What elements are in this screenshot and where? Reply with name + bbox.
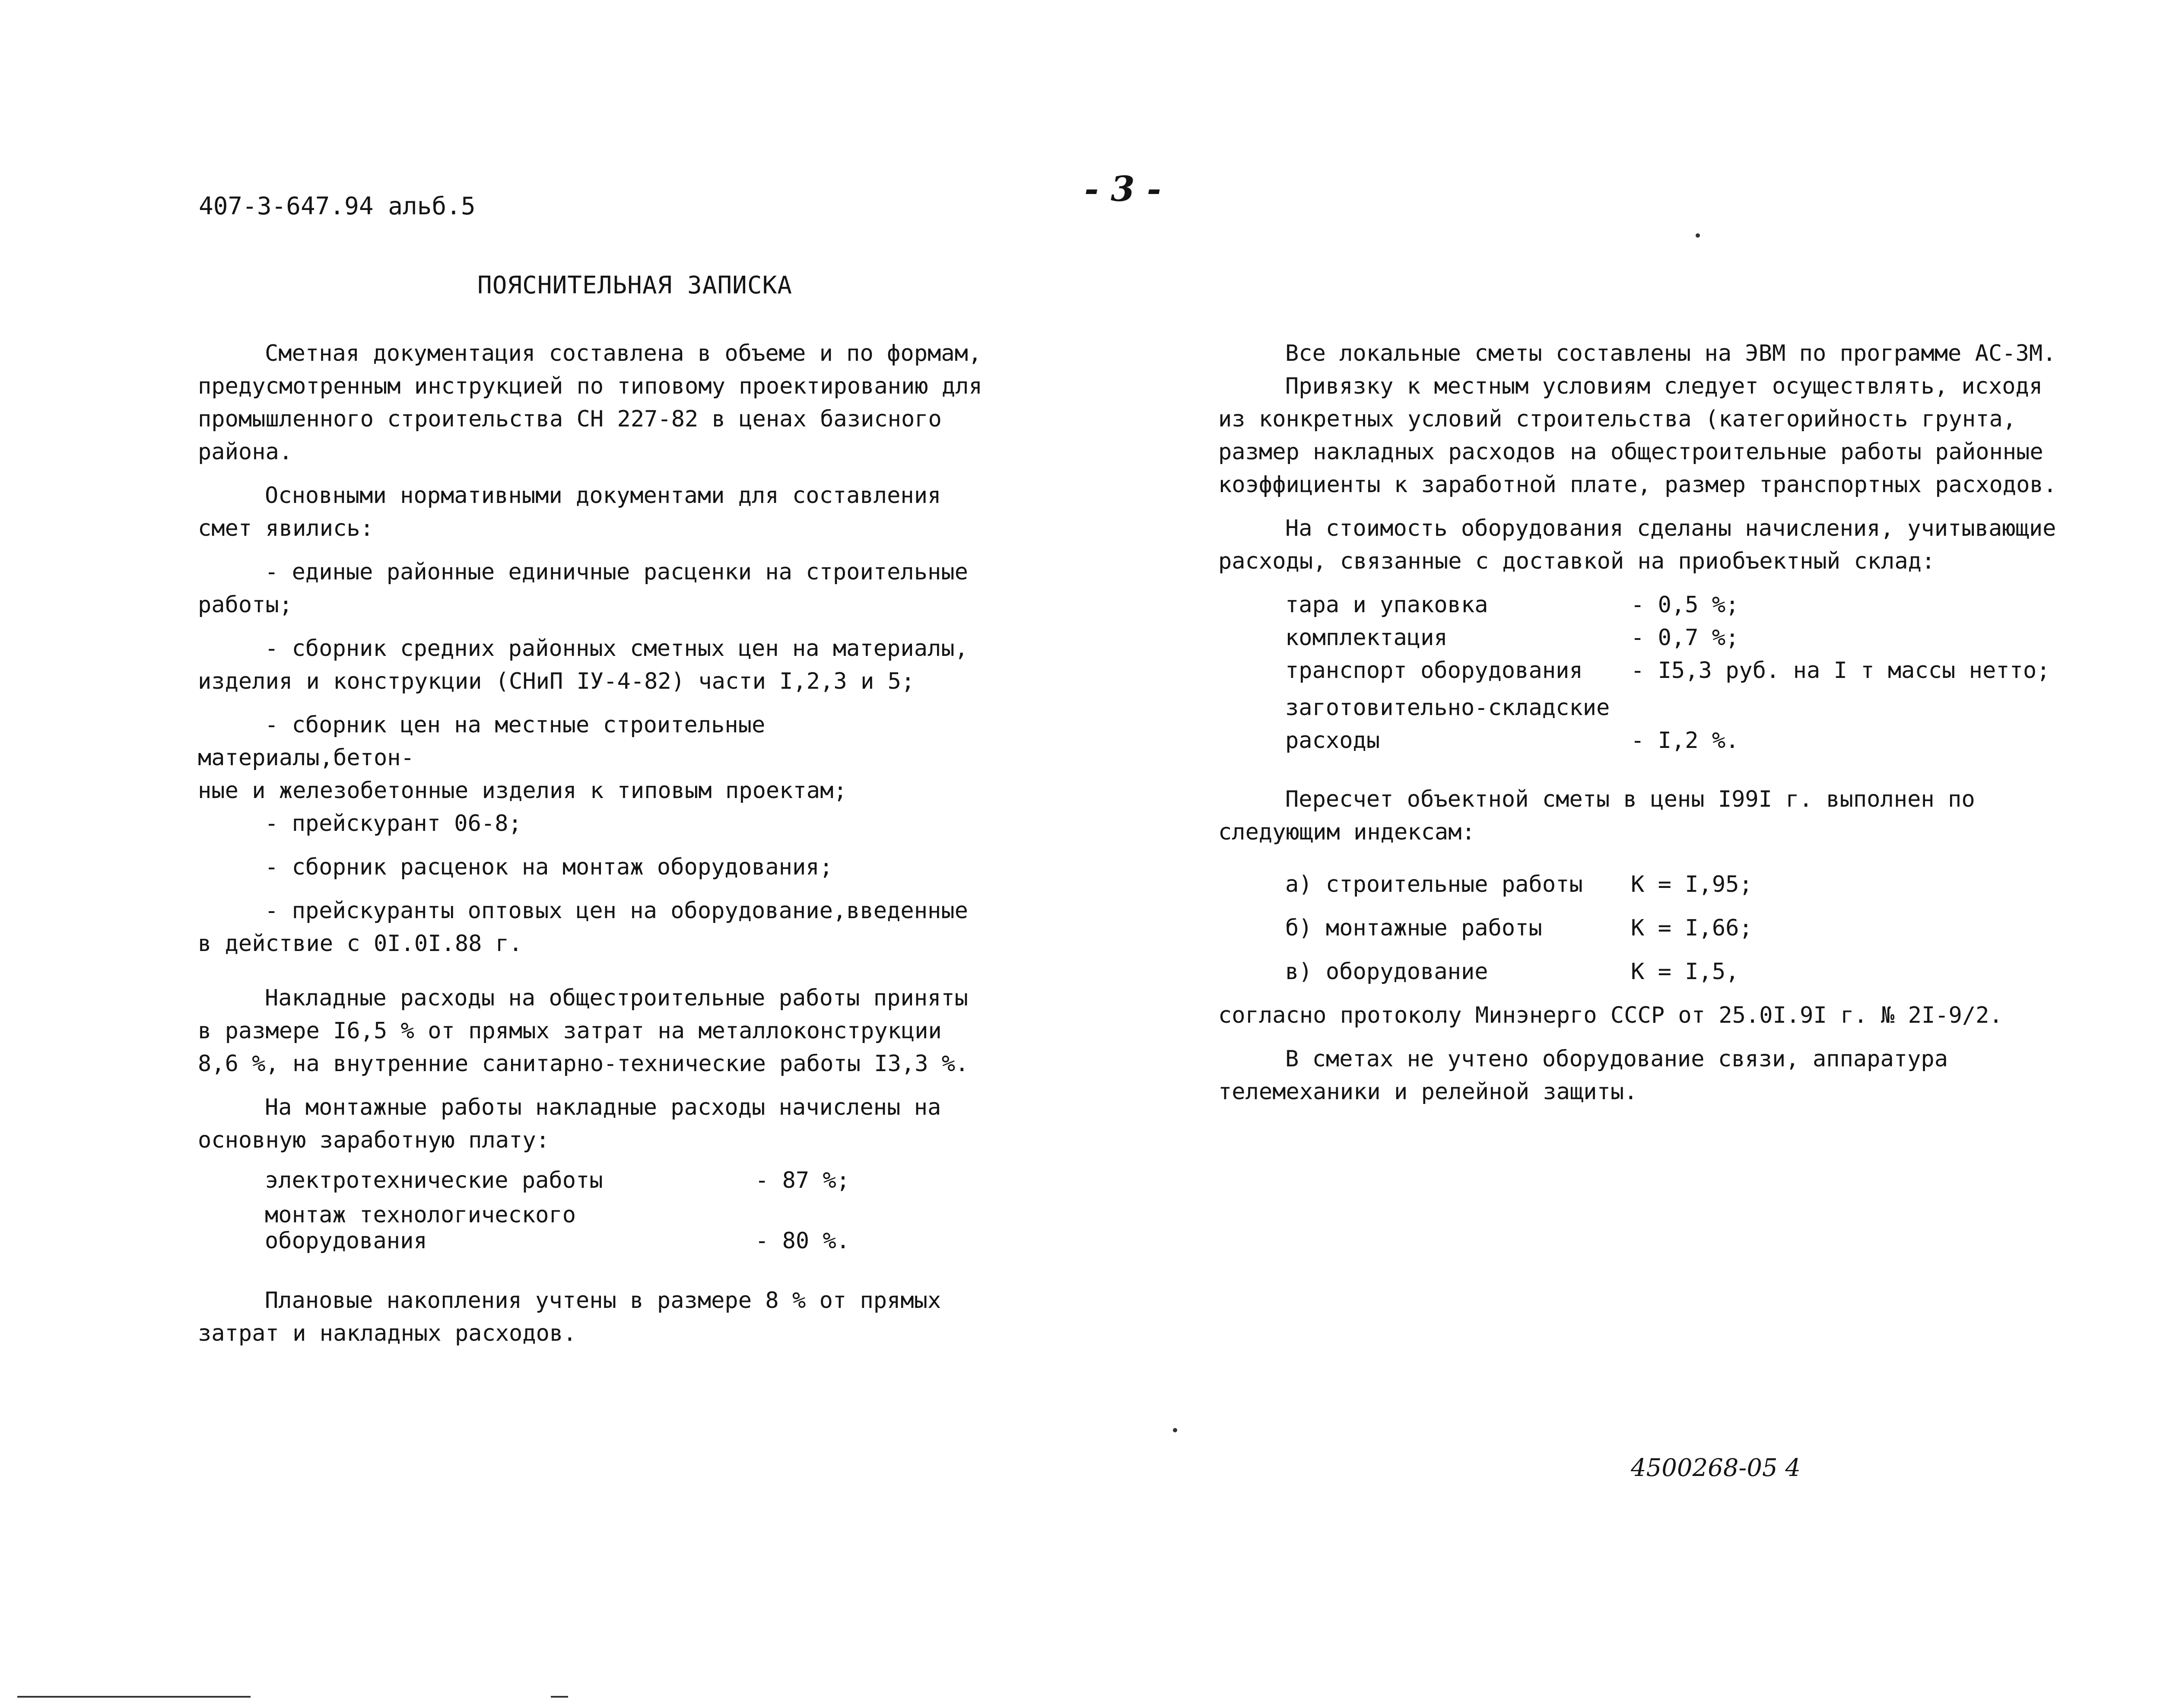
paragraph-mounting: На монтажные работы накладные расходы начислены на основную заработную плату: bbox=[198, 1094, 941, 1153]
list-item: - сборник цен на местные строительные материалы,бетон- ные и железобетонные изделия к типовым проектам; bbox=[198, 712, 847, 804]
paragraph-equipment: На стоимость оборудования сделаны начисления, учитывающие расходы, связанные с доставкой на приобъектный склад: bbox=[1218, 515, 2056, 574]
paragraph-protocol: согласно протоколу Минэнерго СССР от 25.0I.9I г. № 2I-9/2. bbox=[1218, 1002, 2003, 1028]
bottom-rule bbox=[17, 1696, 251, 1698]
rate-row bbox=[265, 1167, 988, 1193]
rate-value: - 87 %; bbox=[755, 1167, 850, 1193]
document-code: 407-3-647.94 альб.5 bbox=[199, 192, 476, 220]
paragraph-not-included: В сметах не учтено оборудование связи, аппаратура телемеханики и релейной защиты. bbox=[1218, 1046, 1948, 1105]
index-value: К = I,5, bbox=[1631, 959, 1739, 985]
equipment-value: - 0,5 %; bbox=[1631, 592, 1739, 618]
list-item: - единые районные единичные расценки на строительные работы; bbox=[198, 559, 968, 618]
equipment-value: - I5,3 руб. на I т массы нетто; bbox=[1631, 658, 2050, 684]
paragraph-recalc: Пересчет объектной сметы в цены I99I г. выполнен по следующим индексам: bbox=[1218, 786, 1975, 845]
right-column bbox=[1218, 337, 2069, 1119]
paragraph-savings: Плановые накопления учтены в размере 8 % от прямых затрат и накладных расходов. bbox=[198, 1288, 941, 1346]
index-row bbox=[1285, 868, 2069, 901]
scan-speck bbox=[1173, 1428, 1177, 1432]
paragraph-overhead: Накладные расходы на общестроительные работы приняты в размере I6,5 % от прямых затрат на металлоконструкции 8,6 %, на внутренние санитарно-технические работы I3,3 %. bbox=[198, 985, 969, 1077]
index-value: К = I,66; bbox=[1631, 915, 1753, 941]
archive-stamp: 4500268-05 4 bbox=[1631, 1454, 1801, 1482]
index-name: б) монтажные работы bbox=[1285, 915, 1542, 941]
scan-speck bbox=[1696, 233, 1700, 238]
equipment-row bbox=[1285, 588, 2069, 621]
index-name: а) строительные работы bbox=[1285, 871, 1583, 897]
rate-value: - 80 %. bbox=[755, 1228, 850, 1254]
equipment-name: заготовительно-складские расходы bbox=[1285, 695, 1610, 754]
paragraph-computer: Все локальные сметы составлены на ЭВМ по программе АС-3М. bbox=[1285, 340, 2056, 366]
equipment-row bbox=[1285, 691, 2069, 757]
equipment-row bbox=[1285, 621, 2069, 654]
page-number: - 3 - bbox=[1084, 169, 1161, 209]
equipment-name: тара и упаковка bbox=[1285, 592, 1488, 618]
equipment-value: - 0,7 %; bbox=[1631, 625, 1739, 651]
rate-name: монтаж технологического оборудования bbox=[265, 1202, 576, 1254]
index-name: в) оборудование bbox=[1285, 959, 1488, 985]
list-item: - прейскурант 06-8; bbox=[265, 811, 522, 837]
equipment-row bbox=[1285, 654, 2069, 687]
rate-name: электротехнические работы bbox=[265, 1167, 603, 1193]
index-value: К = I,95; bbox=[1631, 871, 1753, 897]
list-item: - сборник расценок на монтаж оборудования; bbox=[265, 854, 833, 880]
list-item: - прейскуранты оптовых цен на оборудование,введенные в действие с 0I.0I.88 г. bbox=[198, 898, 968, 957]
paragraph-normative: Основными нормативными документами для составления смет явились: bbox=[198, 483, 941, 541]
bottom-tick bbox=[551, 1696, 568, 1698]
rate-row bbox=[265, 1202, 988, 1254]
equipment-name: транспорт оборудования bbox=[1285, 658, 1583, 684]
equipment-value: - I,2 %. bbox=[1631, 728, 1739, 754]
paragraph-binding: Привязку к местным условиям следует осуществлять, исходя из конкретных условий строительства (категорийность грунта, размер накладных расходов на общестроительные работы районные коэффициенты к заработной плате, размер транспортных расходов. bbox=[1218, 373, 2057, 498]
left-column bbox=[198, 337, 988, 1361]
list-item: - сборник средних районных сметных цен на материалы, изделия и конструкции (СНиП IУ-4-82) части I,2,3 и 5; bbox=[198, 636, 968, 694]
index-row bbox=[1285, 955, 2069, 988]
equipment-name: комплектация bbox=[1285, 625, 1448, 651]
index-row bbox=[1285, 912, 2069, 945]
page-title: ПОЯСНИТЕЛЬНАЯ ЗАПИСКА bbox=[477, 271, 793, 299]
paragraph-scope: Сметная документация составлена в объеме и по формам, предусмотренным инструкцией по типовому проектированию для промышленного строительства СН 227-82 в ценах базисного района. bbox=[198, 340, 982, 465]
